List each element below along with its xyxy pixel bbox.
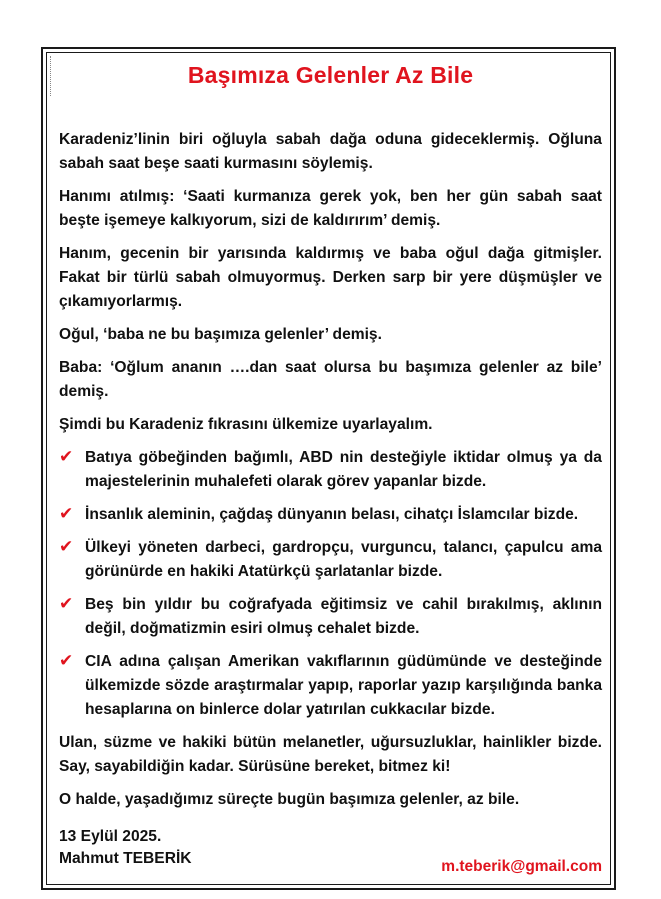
paragraph: Hanımı atılmış: ‘Saati kurmanıza gerek yok, ben her gün sabah saat beşte işemeye kalkıyorum, sizi de kaldırırım’ demiş. xyxy=(59,188,602,229)
bullet-item xyxy=(59,593,602,641)
paragraph: O halde, yaşadığımız süreçte bugün başımıza gelenler, az bile. xyxy=(59,791,520,808)
checkmark-icon: ✔ xyxy=(59,504,74,523)
paragraph: Hanım, gecenin bir yarısında kaldırmış ve baba oğul dağa gitmişler. Fakat bir türlü sabah olmuyormuş. Derken sarp bir yere düşmüşler ve çıkamıyorlarmış. xyxy=(59,245,602,310)
bullet-item xyxy=(59,446,602,494)
bullet-text: CIA adına çalışan Amerikan vakıflarının güdümünde ve desteğinde ülkemizde sözde araştırmalar yapıp, raporlar yazıp karşılığında banka hesaplarına on binlerce dolar yatırılan cukkacılar bizde. xyxy=(85,653,602,718)
bullet-text: Beş bin yıldır bu coğrafyada eğitimsiz ve cahil bırakılmış, aklının değil, doğmatizmin esiri olmuş cehalet bizde. xyxy=(85,596,602,637)
checkmark-icon: ✔ xyxy=(59,651,74,670)
bullet-item xyxy=(59,503,602,527)
paragraph: Ulan, süzme ve hakiki bütün melanetler, uğursuzluklar, hainlikler bizde. Say, sayabildiğin kadar. Sürüsüne bereket, bitmez ki! xyxy=(59,734,602,775)
date: 13 Eylül 2025. xyxy=(59,828,162,845)
bullet-item xyxy=(59,650,602,722)
bullet-text: Batıya göbeğinden bağımlı, ABD nin desteğiyle iktidar olmuş ya da majestelerinin muhalefeti olarak görev yapanlar bizde. xyxy=(85,449,602,490)
bullet-text: Ülkeyi yöneten darbeci, gardropçu, vurguncu, talancı, çapulcu ama görünürde en hakiki Atatürkçü şarlatanlar bizde. xyxy=(85,539,602,580)
article-title: Başımıza Gelenler Az Bile xyxy=(187,62,474,88)
paragraph: Baba: ‘Oğlum ananın ….dan saat olursa bu başımıza gelenler az bile’ demiş. xyxy=(59,359,602,400)
paragraph: Karadeniz’linin biri oğluyla sabah dağa oduna gideceklermiş. Oğluna sabah saat beşe saati kurmasını söylemiş. xyxy=(59,131,602,172)
author-email-link[interactable]: m.teberik@gmail.com xyxy=(441,858,602,875)
checkmark-icon: ✔ xyxy=(59,447,74,466)
article-body xyxy=(59,128,602,870)
paragraph: Şimdi bu Karadeniz fıkrasını ülkemize uyarlayalım. xyxy=(59,416,433,433)
bullet-item xyxy=(59,536,602,584)
paragraph: Oğul, ‘baba ne bu başımıza gelenler’ demiş. xyxy=(59,326,382,343)
checkmark-icon: ✔ xyxy=(59,537,74,556)
author-name: Mahmut TEBERİK xyxy=(59,850,192,867)
checkmark-icon: ✔ xyxy=(59,594,74,613)
bullet-text: İnsanlık aleminin, çağdaş dünyanın belası, cihatçı İslamcılar bizde. xyxy=(85,506,579,523)
